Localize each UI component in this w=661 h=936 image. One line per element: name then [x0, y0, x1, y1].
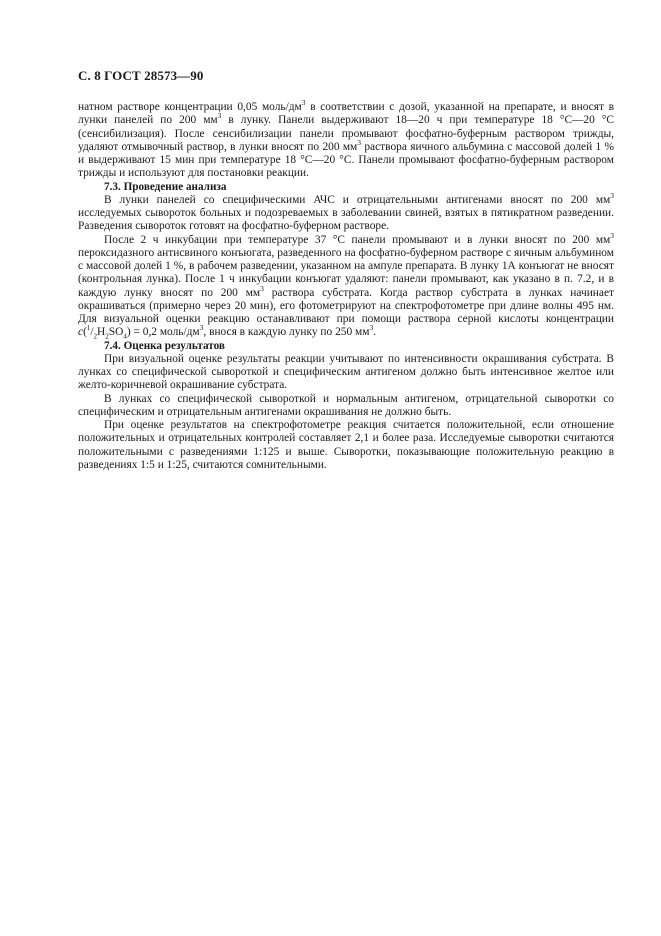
text-run: пероксидазного антисвиного конъюгата, разведенного на фосфатно-буферном растворе с яичным альбумином с массовой долей 1 %, в рабочем разведении, указанном на ампуле препарата. В лунку 1А конъюгат не вносят (контрольная лунка). После 1 ч инкубации конъюгат удаляют: панели промывают, как указано в п. 7.2, и в каждую лунку вносят по 200 мм [78, 246, 614, 299]
formula-slash: / [90, 326, 94, 339]
formula-so: SO [108, 326, 124, 339]
superscript: 3 [610, 230, 614, 240]
section-heading-7-4: 7.4. Оценка результатов [104, 339, 225, 352]
superscript: 3 [260, 283, 264, 293]
superscript: 3 [610, 190, 614, 200]
paragraph-7-3-1 [78, 190, 614, 234]
text-run: в соответствии с дозой, указанной на препарате, и вносят в лунки панелей по 200 мм [78, 101, 615, 127]
document-body [78, 98, 615, 472]
formula-h-subscript: 2 [105, 332, 109, 341]
paragraph-7-4-2: В лунках со специфической сывороткой и нормальным антигеном, отрицательной сыворотки со специфическим и отрицательным антигенами окрашивания не должно быть. [78, 392, 614, 418]
text-run: , внося в каждую лунку по 250 мм [203, 326, 370, 339]
page-header: С. 8 ГОСТ 28573—90 [78, 68, 204, 83]
formula-paren-open: ( [83, 326, 87, 339]
section-heading-7-3: 7.3. Проведение анализа [104, 180, 227, 193]
text-run: После 2 ч инкубации при температуре 37 °С панели промывают и в лунки вносят по 200 мм [104, 233, 611, 246]
text-run: . [373, 326, 377, 339]
formula-c: c [78, 326, 84, 339]
text-run: раствора субстрата. Когда раствор субстрата в лунках начинает окрашиваться (примерно через 20 мин), его фотометрируют на спектрофотометре при длине волны 495 нм. Для визуальной оценки реакцию останавливают при помощи раствора серной кислоты концентрации [78, 286, 614, 325]
formula-so-subscript: 4 [123, 332, 127, 341]
superscript: 3 [199, 323, 204, 333]
text-run: = 0,2 моль/дм [130, 326, 200, 339]
superscript: 3 [301, 98, 306, 108]
sulfuric-acid-formula [78, 324, 131, 341]
paragraph-7-4-1: При визуальной оценке результаты реакции учитывают по интенсивности окрашивания субстрата. В лунках со специфической сывороткой и специфическим антигеном должно быть интенсивное желтое или желто-коричневой окрашивание субстрата. [78, 352, 614, 392]
formula-paren-close: ) [126, 326, 131, 339]
text-run: в лунку. Панели выдерживают 18—20 ч при температуре 18 °С—20 °С (сенсибилизация). После сенсибилизации панели промывают фосфатно-буферным раствором трижды, удаляют отмывочный раствор, в лунки вносят по 200 мм [78, 114, 614, 153]
formula-numerator: 1 [86, 324, 91, 333]
paragraph-7-4-3: При оценке результатов на спектрофотометре реакция считается положительной, если отношение положительных и отрицательных контролей составляет 2,1 и более раза. Исследуемые сыворотки считаются положительными с разведениями 1:125 и выше. Сыворотки, показывающие положительную реакцию в разведениях 1:5 и 1:25, считаются сомнительными. [78, 419, 614, 471]
superscript: 3 [357, 137, 362, 147]
formula-h: H [97, 326, 106, 339]
superscript: 3 [217, 111, 222, 121]
text-run: натном растворе концентрации 0,05 моль/дм [78, 101, 302, 113]
text-run: исследуемых сывороток больных и подозреваемых в заболевании свиней, взятых в пятикратном разведении. Разведения сывороток готовят на фосфатно-буферном растворе. [78, 207, 614, 233]
text-run: В лунки панелей со специфическими АЧС и отрицательными антигенами вносят по 200 мм [104, 193, 611, 206]
superscript: 3 [369, 323, 374, 333]
paragraph-7-3-2 [78, 230, 614, 341]
formula-denominator: 2 [93, 332, 98, 341]
text-run: раствора яичного альбумина с массовой долей 1 % и выдерживают 15 мин при температуре 18 °С—20 °С. Панели промывают фосфатно-буферным раствором трижды и используют для постановки реакции. [78, 140, 614, 180]
paragraph-7-2-continuation [78, 98, 615, 181]
